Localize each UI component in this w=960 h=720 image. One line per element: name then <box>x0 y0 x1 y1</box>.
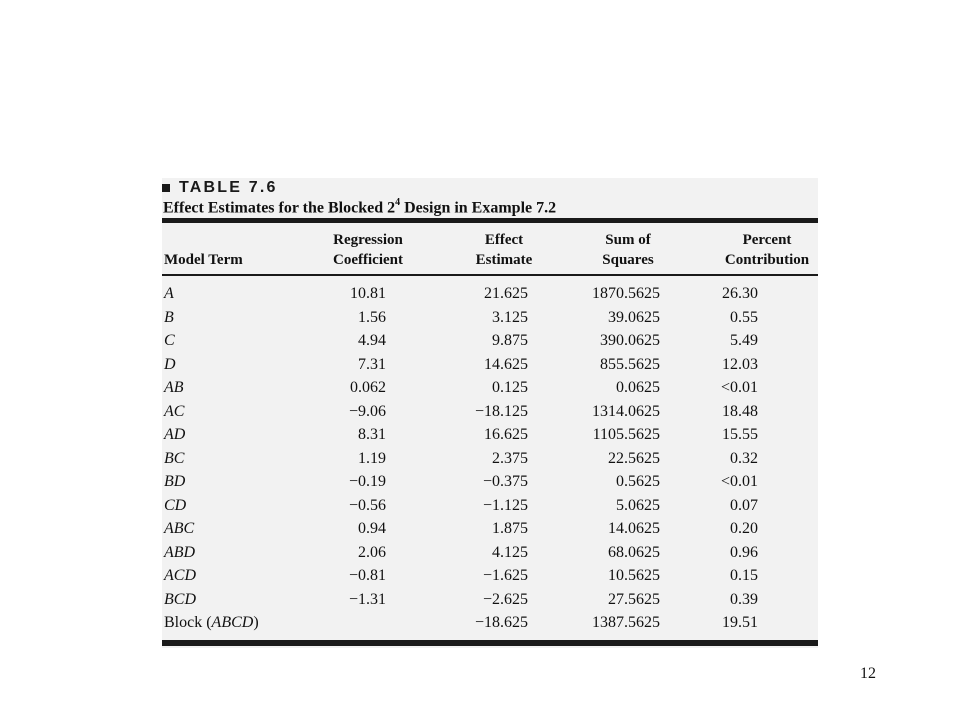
table-row <box>162 306 818 329</box>
cell-percent-contribution: 0.15 <box>730 567 758 584</box>
term-text: ABD <box>164 543 196 561</box>
cell-model-term <box>164 541 195 564</box>
cell-model-term <box>164 517 194 540</box>
header-coef-line2: Coefficient <box>333 252 403 268</box>
cell-percent-contribution: 26.30 <box>722 285 758 302</box>
cell-model-term <box>164 470 185 493</box>
top-rule <box>162 218 818 223</box>
header-ss-line1: Sum of <box>605 232 651 248</box>
term-text: B <box>164 308 174 326</box>
table-row <box>162 517 818 540</box>
term-text: BC <box>164 449 185 467</box>
cell-model-term <box>164 306 174 329</box>
cell-sum-of-squares: 5.0625 <box>616 496 660 514</box>
cell-effect-estimate: −18.625 <box>474 614 528 631</box>
cell-effect-estimate: 9.875 <box>492 332 528 349</box>
term-text: ABCD <box>211 614 254 631</box>
term-text: AD <box>164 426 186 443</box>
term-text: ACD <box>164 567 196 584</box>
cell-sum-of-squares: 27.5625 <box>608 590 660 608</box>
cell-regression-coefficient: 1.19 <box>358 449 386 467</box>
term-text: BCD <box>164 590 196 608</box>
header-effect-line1: Effect <box>484 232 524 248</box>
cell-percent-contribution: 0.20 <box>730 520 758 537</box>
table-panel <box>162 178 818 648</box>
table-row <box>162 329 818 352</box>
cell-sum-of-squares: 1387.5625 <box>592 614 660 631</box>
cell-model-term <box>164 329 175 352</box>
cell-sum-of-squares: 14.0625 <box>608 520 660 537</box>
cell-regression-coefficient: 8.31 <box>358 426 386 443</box>
cell-model-term <box>164 611 259 634</box>
cell-percent-contribution: 0.55 <box>730 308 758 326</box>
term-text: D <box>164 355 176 373</box>
cell-regression-coefficient: −9.06 <box>348 402 386 420</box>
table-row <box>162 376 818 399</box>
square-bullet-icon <box>162 184 170 192</box>
cell-model-term <box>164 494 186 517</box>
table-row <box>162 447 818 470</box>
cell-sum-of-squares: 0.0625 <box>616 379 660 396</box>
header-ss-line2: Squares <box>602 252 654 268</box>
cell-effect-estimate: −0.375 <box>482 473 528 490</box>
cell-percent-contribution: <0.01 <box>720 473 758 490</box>
term-text: AB <box>164 379 184 396</box>
cell-effect-estimate: −2.625 <box>482 590 528 608</box>
cell-model-term <box>164 447 184 470</box>
cell-effect-estimate: 1.875 <box>492 520 528 537</box>
cell-regression-coefficient: −1.31 <box>348 590 386 608</box>
bottom-rule <box>162 640 818 646</box>
header-coef-line1: Regression <box>333 232 403 248</box>
cell-model-term <box>164 400 184 423</box>
cell-percent-contribution: <0.01 <box>720 379 758 396</box>
cell-effect-estimate: 4.125 <box>492 543 528 561</box>
table-row <box>162 494 818 517</box>
cell-model-term <box>164 282 174 305</box>
cell-sum-of-squares: 1105.5625 <box>592 426 660 443</box>
cell-effect-estimate: −18.125 <box>474 402 528 420</box>
table-row <box>162 423 818 446</box>
table-row <box>162 588 818 611</box>
cell-percent-contribution: 18.48 <box>722 402 758 420</box>
cell-percent-contribution: 0.07 <box>730 496 758 514</box>
table-label-text: TABLE 7.6 <box>179 179 278 196</box>
cell-percent-contribution: 0.39 <box>730 590 758 608</box>
cell-model-term <box>164 423 185 446</box>
page-number: 12 <box>860 665 876 682</box>
caption-pre: Effect Estimates for the Blocked 2 <box>163 199 396 217</box>
table-row <box>162 282 818 305</box>
cell-model-term <box>164 376 184 399</box>
header-pct-line1: Percent <box>742 232 792 248</box>
cell-percent-contribution: 19.51 <box>722 614 758 631</box>
cell-regression-coefficient: 7.31 <box>358 355 386 373</box>
cell-regression-coefficient: −0.19 <box>348 473 386 490</box>
cell-regression-coefficient: 2.06 <box>358 543 386 561</box>
cell-percent-contribution: 0.96 <box>730 543 758 561</box>
header-sum-of-squares <box>578 230 678 270</box>
term-text: C <box>164 332 175 349</box>
table-row <box>162 400 818 423</box>
table-row <box>162 353 818 376</box>
term-text: CD <box>164 496 187 514</box>
cell-sum-of-squares: 68.0625 <box>608 543 660 561</box>
term-prefix: Block ( <box>164 614 212 631</box>
term-suffix: ) <box>253 614 259 631</box>
cell-sum-of-squares: 1314.0625 <box>592 402 660 420</box>
header-rule <box>162 274 818 276</box>
cell-sum-of-squares: 0.5625 <box>616 473 660 490</box>
cell-regression-coefficient: 4.94 <box>358 332 386 349</box>
header-model-term <box>164 250 243 270</box>
term-text: AC <box>164 402 185 420</box>
cell-regression-coefficient: −0.56 <box>348 496 386 514</box>
cell-regression-coefficient: 0.94 <box>358 520 386 537</box>
header-effect-line2: Estimate <box>475 252 533 268</box>
term-text: A <box>164 285 174 302</box>
header-effect-estimate <box>454 230 554 270</box>
table-row <box>162 470 818 493</box>
cell-effect-estimate: 3.125 <box>492 308 528 326</box>
cell-percent-contribution: 5.49 <box>730 332 758 349</box>
cell-sum-of-squares: 1870.5625 <box>592 285 660 302</box>
cell-regression-coefficient: 0.062 <box>350 379 386 396</box>
cell-model-term <box>164 564 196 587</box>
caption-superscript: 4 <box>395 197 401 208</box>
caption-post: Design in Example 7.2 <box>400 199 557 217</box>
term-text: BD <box>164 473 186 490</box>
cell-percent-contribution: 12.03 <box>722 355 758 373</box>
header-model-term-text: Model Term <box>164 252 243 268</box>
cell-regression-coefficient: −0.81 <box>348 567 386 584</box>
table-label <box>162 179 278 197</box>
table-row <box>162 541 818 564</box>
cell-sum-of-squares: 22.5625 <box>608 449 660 467</box>
cell-effect-estimate: 14.625 <box>484 355 528 373</box>
cell-sum-of-squares: 39.0625 <box>608 308 660 326</box>
table-caption <box>163 198 556 217</box>
cell-sum-of-squares: 855.5625 <box>600 355 660 373</box>
cell-model-term <box>164 353 176 376</box>
table-row <box>162 611 818 634</box>
header-regression-coefficient <box>318 230 418 270</box>
cell-percent-contribution: 15.55 <box>722 426 758 443</box>
cell-regression-coefficient: 10.81 <box>350 285 386 302</box>
cell-sum-of-squares: 10.5625 <box>608 567 660 584</box>
table-row <box>162 564 818 587</box>
cell-effect-estimate: 21.625 <box>484 285 528 302</box>
term-text: ABC <box>164 520 195 537</box>
cell-sum-of-squares: 390.0625 <box>600 332 660 349</box>
cell-effect-estimate: 0.125 <box>492 379 528 396</box>
header-pct-line2: Contribution <box>724 252 810 268</box>
cell-model-term <box>164 588 196 611</box>
cell-effect-estimate: 16.625 <box>484 426 528 443</box>
cell-effect-estimate: −1.125 <box>482 496 528 514</box>
cell-percent-contribution: 0.32 <box>730 449 758 467</box>
header-percent-contribution <box>712 230 822 270</box>
cell-effect-estimate: 2.375 <box>492 449 528 467</box>
cell-regression-coefficient: 1.56 <box>358 308 386 326</box>
cell-effect-estimate: −1.625 <box>482 567 528 584</box>
